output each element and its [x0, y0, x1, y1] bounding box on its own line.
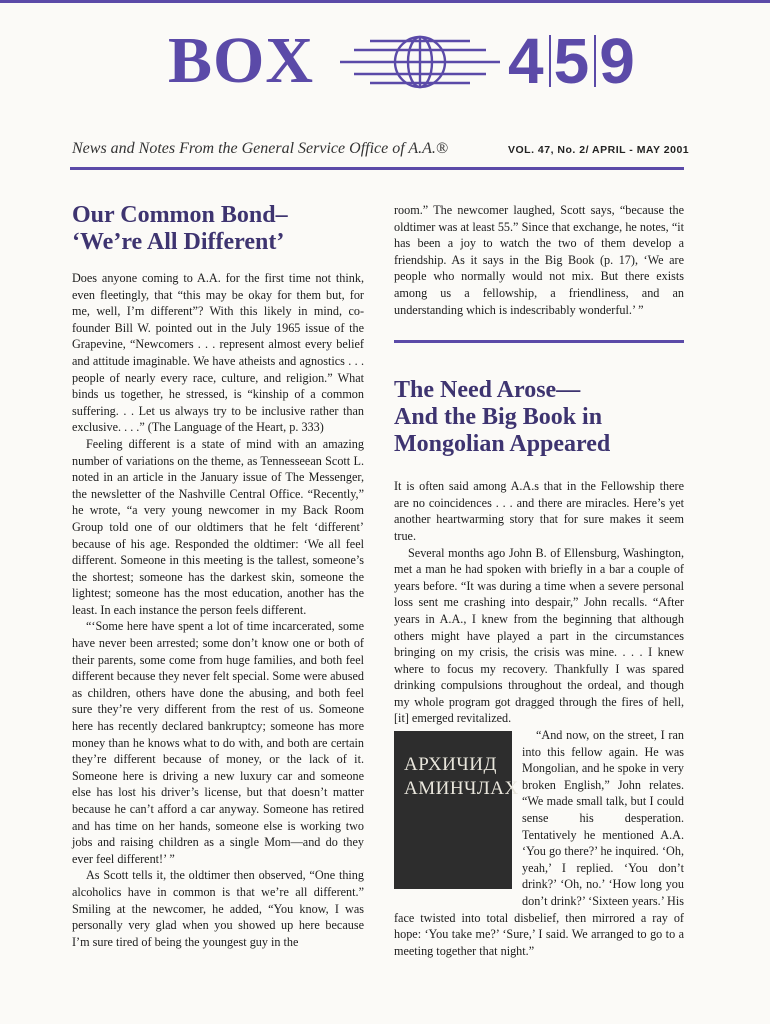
article1-paragraph: Does anyone coming to A.A. for the first time not think, even fleetingly, that “this may be okay for them but, for me, well, I’m different”? With this likely in mind, co-founder Bill W. pointed out in the July 1965 issue of the Grapevine, “Newcomers . . . represent almost every belief and attitude imaginable. We have atheists and agnostics . . . people of nearly every race, culture, and religion.” What binds us together, he stressed, is “kinship of a common suffering. . . Let us always try to be inclusive rather than exclusive. . . .” (The Language of the Heart, p. 333): [72, 271, 364, 435]
article2-paragraph: “And now, on the street, I ran into this fellow again. He was Mongolian, and he spoke in very broken English,” John relates. “We made small talk, but I could sense his desperation. Tentatively he mentioned A.A. ‘You go there?’ he inquired. ‘Oh, yeah,’ I replied. ‘You don’t drink?’ ‘Oh, no.’ ‘How long you don’t drink?’ ‘Sixteen years.’ His face twisted into total disbelief, then mirrored a ray of hope: ‘You take me?’ ‘Sure,’ I said. We arranged to go to a meeting together that night.”: [394, 728, 684, 958]
header-rule: [70, 167, 684, 170]
masthead-number: [508, 26, 637, 96]
article2-paragraph: Several months ago John B. of Ellensburg, Washington, met a man he had spoken with briefly in a bar a couple of years before. “It was during a time when a severe personal loss sent me crashing into despair,” John recalls. “After years in A.A., I knew from the beginning that although others might have played a part in the circumstances bringing on my crisis, the crisis was mine. . . . I knew where to focus my recovery. Thankfully I was spared drinking compulsions throughout the ordeal, and though my whole program got dragged through the fires of hell, [it] emerged revitalized.: [394, 545, 684, 726]
masthead-digit: 9: [599, 25, 637, 97]
left-column: [72, 202, 364, 950]
volume-date: VOL. 47, No. 2/ APRIL - MAY 2001: [508, 144, 690, 156]
mongolian-big-book-cover: [394, 731, 519, 889]
book-title-line: АРХИЧИД: [404, 754, 497, 776]
masthead-box-word: BOX: [168, 24, 315, 97]
top-rule: [0, 0, 770, 3]
article1-continuation: room.” The newcomer laughed, Scott says, “because the oldtimer was at least 55.” Since that exchange, he notes, “it has been a joy to watch the two of them develop a friendship. As it says in the Big Book (p. 17), ‘We are people who normally would not mix. But there exists among us a fellowship, a friendliness, and an understanding which is indescribably wonderful.’ ”: [394, 203, 684, 317]
article1-paragraph: “‘Some here have spent a lot of time incarcerated, some have never been arrested; some don’t know one or both of their parents, some come from huge families, and both feel different because they never felt special. Some were abused as children, others have done the abusing, and both feel sure they’re very different from the rest of us. Someone here has recently declared bankruptcy; someone has more money than he knows what to do with, and both are certain they’re different because of money, or the lack of it. Someone here is driving a new luxury car and someone else has lost his driver’s license, but that doesn’t matter because he can’t afford a car anyway. Someone has retired and has time on her hands, someone else is working two jobs and raising children as a single Mom—and do they ever feel different!’ ”: [72, 619, 364, 866]
globe-icon: [340, 34, 500, 90]
right-column: [394, 202, 684, 959]
book-title-line: АМИНЧЛАХ: [404, 778, 519, 800]
masthead: [0, 26, 770, 96]
section-divider: [394, 340, 684, 343]
article1-paragraph: As Scott tells it, the oldtimer then observed, “One thing alcoholics have in common is that we’re all different.” Smiling at the newcomer, he added, “You know, I was personally very glad when you showed up here because I’m sure tired of being the youngest guy in the: [72, 868, 364, 949]
article1-paragraph: Feeling different is a state of mind with an amazing number of variations on the theme, as Tennesseean Scott L. noted in an article in the January issue of The Messenger, the newsletter of the Nashville Central Office. “Recently,” he wrote, “a very young newcomer in my Back Room Group told one of our oldtimers that he felt ‘different’ because of his age. Responded the oldtimer: ‘We all feel different. Someone in this meeting is the tallest, someone’s the shortest; someone has the darkest skin, someone the lightest; someone has the most education, another has the least. In each instance the person feels different.: [72, 436, 364, 617]
masthead-digit: 5: [553, 25, 592, 97]
article2-paragraph: It is often said among A.A.s that in the Fellowship there are no coincidences . . . and there are miracles. Here’s yet another heartwarming story that for sure makes it seem true.: [394, 479, 684, 543]
tagline: News and Notes From the General Service Office of A.A.®: [72, 140, 449, 157]
article2-title: The Need Arose— And the Big Book in Mongolian Appeared: [394, 377, 611, 458]
masthead-digit: 4: [508, 25, 546, 97]
article1-title: Our Common Bond– ‘We’re All Different’: [72, 202, 288, 255]
